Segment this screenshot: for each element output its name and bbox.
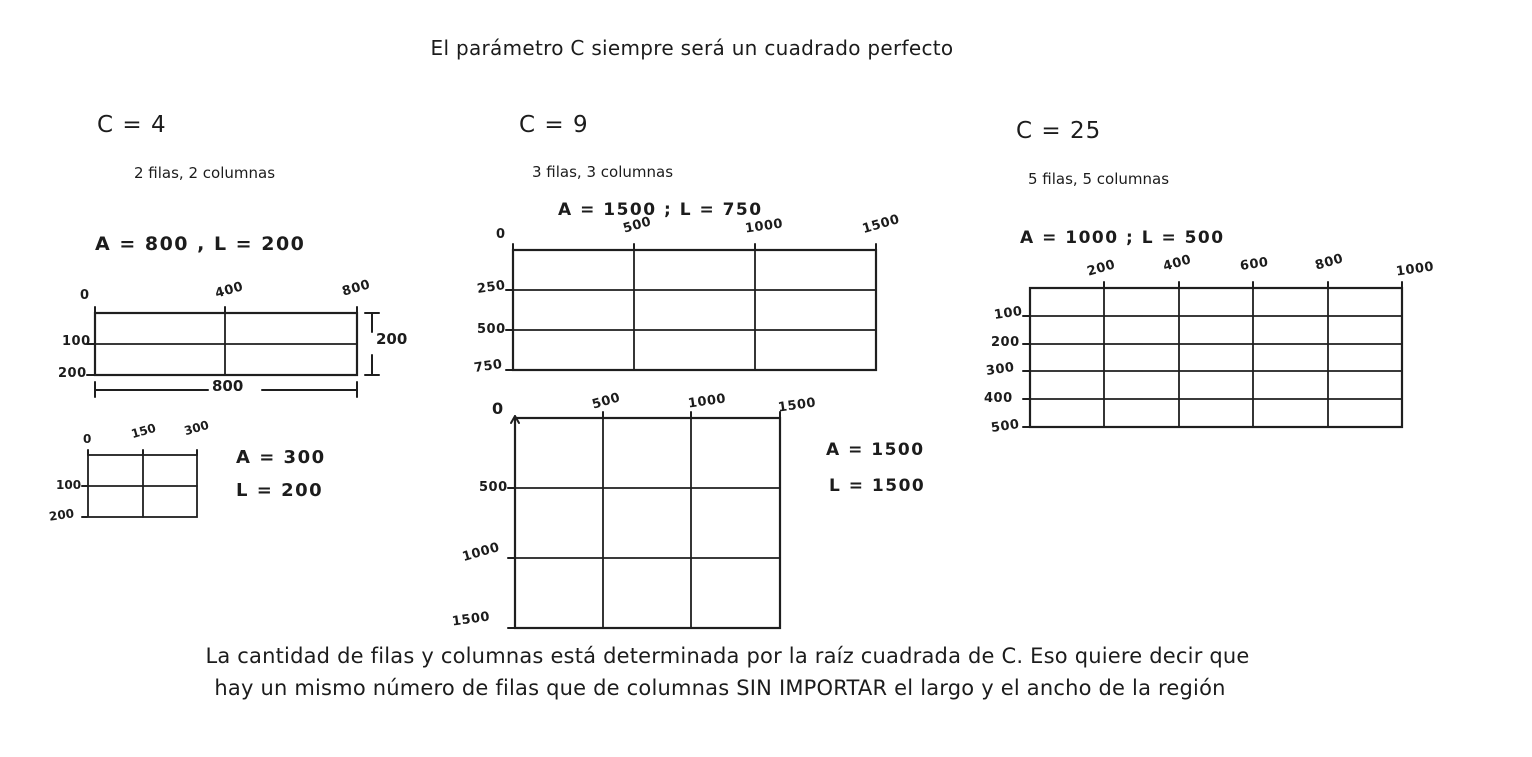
c25-grid-xtick-1000: 1000 bbox=[1395, 259, 1436, 280]
section-c25-heading: C = 25 bbox=[1016, 118, 1102, 144]
c9-grid1-ytick-500: 500 bbox=[477, 322, 506, 337]
c9-grid-1500x750 bbox=[505, 240, 890, 380]
c25-grid-ytick-100: 100 bbox=[993, 304, 1024, 323]
c9-grid2-ytick-1000: 1000 bbox=[460, 540, 502, 565]
c4-grid2-xtick-300: 300 bbox=[182, 417, 211, 439]
section-c25-subtitle: 5 filas, 5 columnas bbox=[1028, 170, 1170, 188]
c25-grid-ytick-500: 500 bbox=[990, 417, 1021, 436]
c9-grid2-xtick-500: 500 bbox=[590, 390, 623, 413]
section-c9-heading: C = 9 bbox=[519, 112, 589, 138]
c25-grid-1000x500 bbox=[1020, 278, 1420, 438]
c9-grid1-xtick-1000: 1000 bbox=[744, 216, 785, 237]
c9-grid2-xtick-0: 0 bbox=[492, 399, 504, 418]
c25-grid-xtick-400: 400 bbox=[1161, 252, 1194, 275]
c25-grid-ytick-200: 200 bbox=[991, 335, 1020, 350]
c4-grid2-length-label: L = 200 bbox=[236, 480, 324, 501]
c4-grid2-xtick-0: 0 bbox=[83, 432, 92, 446]
note-line-2: hay un mismo número de filas que de columnas SIN IMPORTAR el largo y el ancho de la región bbox=[214, 676, 1226, 700]
c4-grid1-ytick-200: 200 bbox=[58, 366, 87, 381]
section-c4-params: A = 800 , L = 200 bbox=[95, 233, 306, 255]
c4-grid1-xtick-400: 400 bbox=[213, 279, 246, 302]
c4-grid-300x200 bbox=[80, 445, 210, 525]
c25-grid-xtick-600: 600 bbox=[1239, 255, 1270, 274]
c4-grid2-xtick-150: 150 bbox=[129, 420, 158, 442]
section-c4-subtitle: 2 filas, 2 columnas bbox=[134, 164, 276, 182]
c4-grid1-width-dim-label: 800 bbox=[212, 377, 244, 395]
c9-grid2-ytick-500: 500 bbox=[479, 480, 508, 495]
section-c9-subtitle: 3 filas, 3 columnas bbox=[532, 163, 674, 181]
section-c4-heading: C = 4 bbox=[97, 112, 167, 138]
c9-grid1-ytick-250: 250 bbox=[476, 278, 507, 297]
c9-grid-1500x1500 bbox=[505, 408, 805, 638]
c9-grid2-xtick-1000: 1000 bbox=[687, 391, 728, 412]
c9-grid1-xtick-1500: 1500 bbox=[860, 212, 902, 237]
c4-grid2-ytick-100: 100 bbox=[56, 478, 82, 492]
c4-grid1-ytick-100: 100 bbox=[62, 334, 91, 349]
c4-grid1-xtick-800: 800 bbox=[340, 277, 373, 300]
c25-grid-ytick-300: 300 bbox=[985, 360, 1016, 379]
section-c9-params: A = 1500 ; L = 750 bbox=[558, 200, 763, 220]
c9-grid2-length-label: L = 1500 bbox=[829, 476, 926, 496]
c9-grid1-ytick-750: 750 bbox=[473, 357, 504, 376]
section-c25-params: A = 1000 ; L = 500 bbox=[1020, 228, 1225, 248]
c9-grid1-xtick-500: 500 bbox=[621, 214, 654, 237]
c4-grid1-xtick-0: 0 bbox=[80, 288, 90, 303]
c4-grid2-ytick-200: 200 bbox=[48, 506, 75, 524]
c25-grid-xtick-800: 800 bbox=[1313, 251, 1346, 274]
c9-grid1-xtick-0: 0 bbox=[496, 227, 506, 242]
c9-grid2-area-label: A = 1500 bbox=[826, 440, 925, 460]
c25-grid-xtick-200: 200 bbox=[1085, 257, 1118, 280]
c25-grid-ytick-400: 400 bbox=[984, 391, 1013, 406]
page-title: El parámetro C siempre será un cuadrado perfecto bbox=[430, 36, 954, 60]
c9-grid2-ytick-1500: 1500 bbox=[451, 609, 492, 630]
c4-grid2-area-label: A = 300 bbox=[236, 447, 326, 468]
c4-grid1-height-dim-label: 200 bbox=[376, 330, 408, 348]
note-line-1: La cantidad de filas y columnas está determinada por la raíz cuadrada de C. Eso quiere decir que bbox=[205, 644, 1250, 668]
c9-grid2-xtick-1500: 1500 bbox=[777, 395, 818, 416]
